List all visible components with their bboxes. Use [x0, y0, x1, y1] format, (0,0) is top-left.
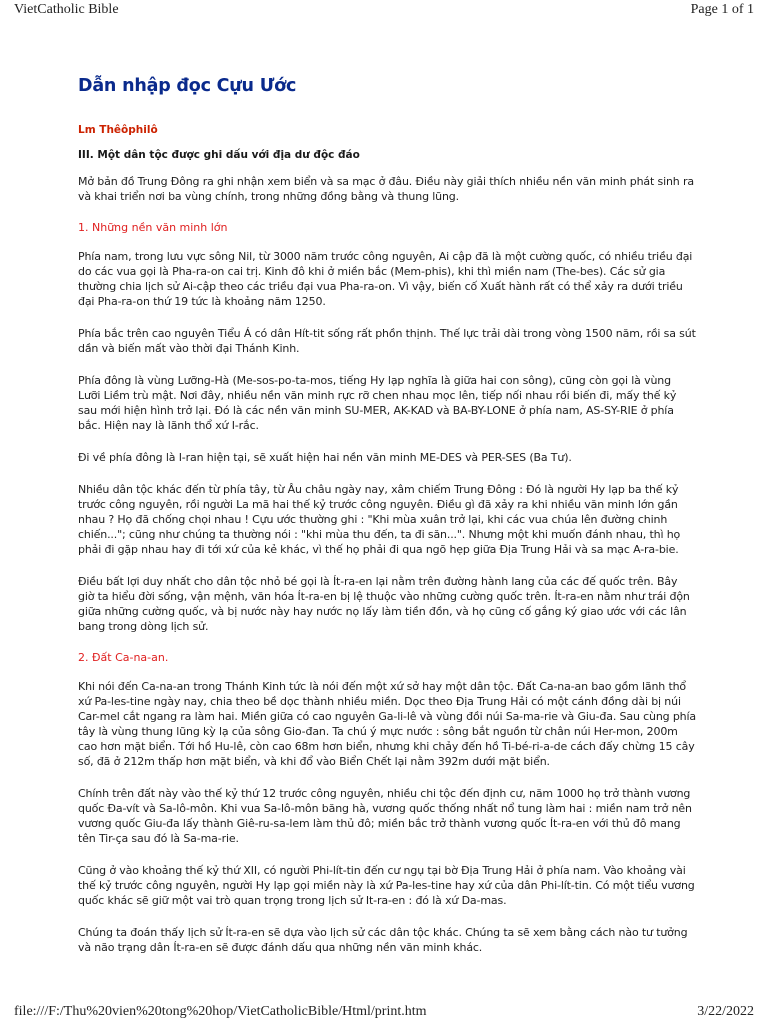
paragraph: Đi về phía đông là I-ran hiện tại, sẽ xuất hiện hai nền văn minh ME-DES và PER-SES (Ba Tư). — [78, 451, 572, 464]
article-title: Dẫn nhập đọc Cựu Ước — [78, 76, 297, 96]
paragraph: Chính trên đất này vào thế kỷ thứ 12 trước công nguyên, nhiều chi tộc đến định cư, năm 1000 họ trở thành vương quốc Đa-vít và Sa-lô-môn. Khi vua Sa-lô-môn băng hà, vương quốc thống nhất nổ tung làm hai : miền nam trở nên vương quốc Giu-đa lấy thành Giê-ru-sa-lem làm thủ đô; miền bắc trở thành vương quốc Ít-ra-en với thủ đô mang tên Tir-ça sau đó là Sa-ma-rie. — [78, 787, 692, 845]
article-author: Lm Thêôphilô — [78, 124, 158, 136]
section-heading: III. Một dân tộc được ghi dấu với địa dư độc đáo — [78, 149, 360, 161]
paragraph: Phía bắc trên cao nguyên Tiểu Á có dân Hít-tit sống rất phồn thịnh. Thế lực trải dài trong vòng 1500 năm, rồi sa sút dần và biến mất vào thời đại Thánh Kinh. — [78, 327, 696, 355]
file-path: file:///F:/Thu%20vien%20tong%20hop/VietCatholicBible/Html/print.htm — [14, 1004, 427, 1019]
print-date: 3/22/2022 — [697, 1004, 754, 1019]
paragraph: Khi nói đến Ca-na-an trong Thánh Kinh tức là nói đến một xứ sở hay một dân tộc. Đất Ca-na-an bao gồm lãnh thổ xứ Pa-les-tine ngày nay, chia theo bề dọc thành nhiều miền. Dọc theo Địa Trung Hải có một cánh đồng dài bị núi Car-mel cắt ngang ra làm hai. Miền giữa có cao nguyên Ga-li-lê và vùng đồi núi Sa-ma-rie và Giu-đa. Sau cùng phía tây là vùng thung lũng kỳ lạ của sông Gio-đan. Ta chú ý mực nước : sông bắt nguồn từ chân núi Her-mon, 200m cao hơn mặt biển. Tới hồ Hu-lê, còn cao 68m hơn biển, nhưng khi chảy đến hồ Ti-bé-ri-a-de cách đấy chừng 15 cây số, đã ở 212m thấp hơn mặt biển, và khi đổ vào Biển Chết lại nằm 392m dưới mặt biển. — [78, 680, 696, 768]
paragraph: Phía nam, trong lưu vực sông Nil, từ 3000 năm trước công nguyên, Ai cập đã là một cường quốc, có nhiều triều đại do các vua gọi là Pha-ra-on cai trị. Kinh đô khi ở miền bắc (Mem-phis), khi thì miền nam (The-bes). Các sử gia thường chia lịch sử Ai-cập theo các triều đại vua Pha-ra-on. Vì vậy, biến cố Xuất hành rất có thể xảy ra dưới triều đại Pha-ra-on thứ 19 tức là khoảng năm 1250. — [78, 250, 693, 308]
subheading-civilizations: 1. Những nền văn minh lớn — [78, 221, 228, 234]
print-header — [14, 2, 754, 18]
article — [78, 76, 696, 972]
paragraph: Phía đông là vùng Lưỡng-Hà (Me-sos-po-ta-mos, tiếng Hy lạp nghĩa là giữa hai con sông), cũng còn gọi là vùng Lưỡi Liềm trù mật. Nơi đây, nhiều nền văn minh rực rỡ chen nhau mọc lên, tiếp nối nhau rồi biến đi, mấy thế kỷ sau mới hiện hình trở lại. Đó là các nền văn minh SU-MER, AK-KAD và BA-BY-LONE ở phía nam, AS-SY-RIE ở phía bắc. Hiện nay là lãnh thổ xứ I-rắc. — [78, 374, 677, 432]
paragraph: Nhiều dân tộc khác đến từ phía tây, từ Âu châu ngày nay, xâm chiếm Trung Đông : Đó là người Hy lạp ba thế kỷ trước công nguyên, rồi người La mã hai thế kỷ trước công nguyên. Điều gì đã xảy ra khi nhiều văn minh lớn gần nhau ? Họ đã chống chọi nhau ! Cựu ước thường ghi : "Khi mùa xuân trở lại, khi các vua chúa lên đường chinh chiến..."; cũng như chúng ta thường nói : "khi mùa thu đến, ta đi săn...". Nhưng một khi muốn đánh nhau, thì họ phải đi gặp nhau hay đi tới xứ của kẻ khác, vì thế họ phải đi qua ngõ hẹp giữa Địa Trung Hải và sa mạc A-ra-bie. — [78, 483, 681, 556]
page-number: Page 1 of 1 — [690, 2, 754, 17]
paragraph: Chúng ta đoán thấy lịch sử Ít-ra-en sẽ dựa vào lịch sử các dân tộc khác. Chúng ta sẽ xem bằng cách nào tư tưởng và não trạng dân Ít-ra-en sẽ được đánh dấu qua những nền văn minh khác. — [78, 926, 688, 954]
paragraph: Cũng ở vào khoảng thế kỷ thứ XII, có người Phi-lít-tin đến cư ngụ tại bờ Địa Trung Hải ở phía nam. Vào khoảng vài thế kỷ trước công nguyên, người Hy lạp gọi miền này là xứ Pa-les-tine hay xứ của dân Phi-lít-tin. Có một tiểu vương quốc khác sẽ giữ một vai trò quan trọng trong lịch sử It-ra-en : đó là xứ Da-mas. — [78, 864, 695, 907]
site-title: VietCatholic Bible — [14, 2, 119, 17]
print-footer — [14, 1004, 754, 1020]
intro-paragraph: Mở bản đồ Trung Đông ra ghi nhận xem biển và sa mạc ở đâu. Điều này giải thích nhiều nền văn minh phát sinh ra và khai triển nơi ba vùng chính, trong những đồng bằng và thung lũng. — [78, 175, 694, 203]
subheading-canaan: 2. Đất Ca-na-an. — [78, 651, 169, 664]
paragraph: Điều bất lợi duy nhất cho dân tộc nhỏ bé gọi là Ít-ra-en lại nằm trên đường hành lang của các đế quốc trên. Bây giờ ta hiểu đời sống, vận mệnh, văn hóa Ít-ra-en bị lệ thuộc vào những cường quốc trên. Ít-ra-en nằm như trái độn giữa những cường quốc, và bị nước này hay nước nọ lấy làm tiền đồn, và họ cũng cố gắng ký giao ước với các lân bang trong dòng lịch sử. — [78, 575, 690, 633]
